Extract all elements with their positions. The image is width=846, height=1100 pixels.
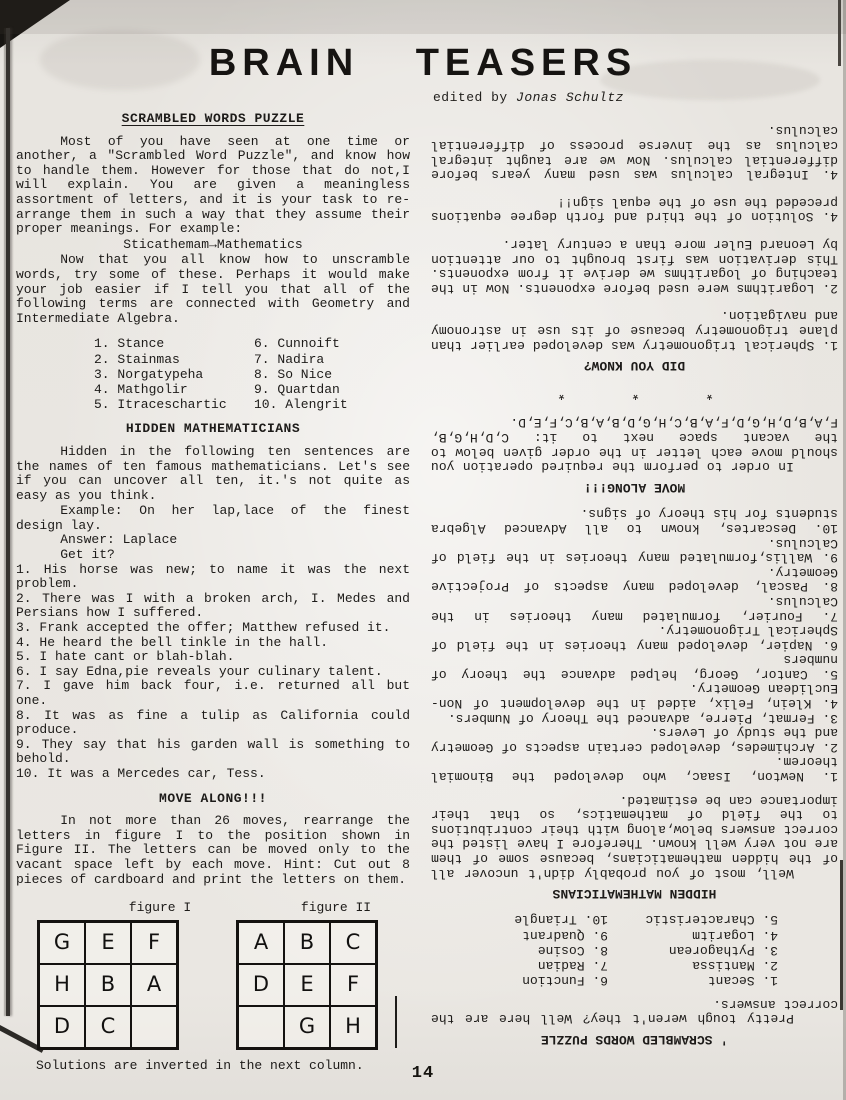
grid-cell [131,1006,177,1048]
scrambled-intro-paragraph: Most of you have seen at one time or another, a "Scrambled Word Puzzle", and know how to handle them. However for those that do not,I will explain. You are given a meaningless assortment of letters, and it is your task to re-arrange them in such a way that they assume their proper meanings. For example: [16,133,410,237]
list-item: 7. Nadira [254,351,325,367]
byline-prefix: edited by [433,90,517,105]
grid-cell: E [284,964,330,1006]
grid-cell: D [39,1006,85,1048]
mathematician-answer: 6. Napier, developed many theories in the field of Spherical Trigonometry. [431,623,838,653]
figure2-grid [236,920,378,1050]
grid-cell: A [131,964,177,1006]
hidden-sentence: 7. I gave him back four, i.e. returned all but one. [16,678,410,709]
grid-cell [238,1006,284,1048]
grid-cell: H [330,1006,376,1048]
did-you-know-heading: DID YOU KNOW? [583,358,686,374]
move-along-heading: MOVE ALONG!!! [159,790,267,806]
scrambled-terms-col1 [94,336,254,412]
figure-labels [16,901,410,916]
hidden-sentence: 6. I say Edna,pie reveals your culinary talent. [16,663,383,679]
editor-name: Jonas Schultz [516,90,624,105]
hidden-sentence: 3. Frank accepted the offer; Matthew refused it. [16,620,391,636]
grid-cell: B [85,964,131,1006]
mathematician-answer: 9. Wallis,formulated many theories in the field of Calculus. [431,535,838,566]
hidden-sentence: 2. There was I with a broken arch, I. Medes and Persians how I suffered. [16,590,410,621]
mathematician-answer: 4. Klein, Felix, aided in the development of Non-Euclidean Geometry. [431,681,838,712]
answers-scrambled-list [431,912,838,988]
hidden-sentence: 4. He heard the bell tinkle in the hall. [16,634,329,650]
list-item: 5. Characteristic [645,912,778,928]
answers-hidden-list [431,506,838,783]
list-item: 1. Stance [94,336,165,352]
answers-move-heading: MOVE ALONG!!! [583,479,686,495]
list-item: 9. Quartdan [254,381,340,397]
grid-cell: H [39,964,85,1006]
hidden-sentence: 5. I hate cant or blah-blah. [16,649,235,665]
figures-row [16,920,410,1050]
grid-cell: A [238,922,284,964]
figure1-label: figure I [128,900,192,916]
figure1-grid [37,920,179,1050]
solutions-note: Solutions are inverted in the next column. [36,1057,364,1073]
scramble-example: Sticathemam→Mathematics [123,236,303,252]
did-you-know-item: 4. Solution of the third and forth degree equations preceded the use of the equal sign!! [431,194,838,225]
grid-cell: C [330,922,376,964]
scrambled-terms-list [16,336,410,412]
list-item: 8. So Nice [254,366,333,382]
hidden-intro-paragraph: Hidden in the following ten sentences are the names of ten famous mathematicians. Let's see if you can uncover all ten, it.'s not quite as easy as you think. [16,443,410,503]
hidden-sentence: 9. They say that his garden wall is something to behold. [16,736,410,767]
left-column [16,112,410,1073]
scan-artifact-grid-line [395,996,397,1048]
answers-hidden-heading: HIDDEN MATHEMATICIANS [552,886,717,902]
hidden-mathematicians-heading: HIDDEN MATHEMATICIANS [125,421,301,437]
list-item: 3. Pythagorean [668,942,778,958]
list-item: 3. Norgatypeha [94,366,204,382]
hidden-sentence: 10. It was a Mercedes car, Tess. [16,765,266,781]
mathematician-answer: 3. Fermat, Pierre, advanced the Theory of Numbers. [447,710,838,726]
hidden-sentence: 1. His horse was new; to name it was the next problem. [16,561,410,592]
list-item: 2. Stainmas [94,351,180,367]
answers-scrambled-heading: ' SCRAMBLED WORDS PUZZLE [540,1032,729,1047]
list-item: 8. Cosine [537,942,608,958]
mathematician-answer: 5. Cantor, Georg, helped advance the theory of numbers [431,652,838,682]
mathematician-answer: 10. Descartes, known to all Advanced Algebra students for his theory of signs. [431,506,838,536]
grid-cell: B [284,922,330,964]
spacer [431,783,838,791]
scrambled-second-paragraph: Now that you all know how to unscramble words, try some of these. Perhaps it would make your job easier if I tell you that all of the following terms are connected with Geometry and Intermediate Algebra. [16,252,410,326]
list-item: 6. Function [522,973,608,989]
hidden-sentences [16,563,410,782]
did-you-know-item: 2. Logarithms were used before exponents. Now in the teaching of logarithms we derive it from exponents. This derivation was first brought to our attention by Leonard Euler more than a century later. [431,237,838,296]
answers-scrambled-intro: Pretty tough weren't they? Well here are the correct answers. [431,996,838,1027]
hidden-sentence: 8. It was as fine a tulip as California could produce. [16,707,410,738]
grid-cell: F [330,964,376,1006]
scrambled-words-heading: SCRAMBLED WORDS PUZZLE [121,111,305,126]
scan-artifact-top-smudge [0,0,846,34]
grid-cell: D [238,964,284,1006]
did-you-know-item: 1. Spherical trigonometry was developed earlier than plane trigonometry because of its use in astronomy and navigation. [431,308,838,353]
right-column-inverted [431,98,838,1058]
scrambled-terms-col2 [254,336,348,412]
grid-cell: C [85,1006,131,1048]
list-item: 10. Triangle [514,912,608,928]
list-item: 7. Radian [537,958,608,974]
grid-cell: G [39,922,85,964]
did-you-know-list [431,123,838,352]
mathematician-answer: 2. Archimedes, developed certain aspects of Geometry and the study of Levers. [431,725,838,755]
get-it-line: Get it? [60,547,115,563]
answers-col2 [514,912,608,988]
answer-line: Answer: Laplace [60,532,178,548]
mathematician-answer: 8. Pascal, developed many aspects of Projective Geometry. [431,564,838,595]
asterisk-separator: * * * [555,383,715,401]
hidden-example-answer [16,533,410,562]
list-item: 4. Logaritm [692,927,778,943]
list-item: 9. Quadrant [522,927,608,943]
list-item: 6. Cunnoift [254,336,340,352]
answers-move-paragraph: In order to perform the required operation you should move each letter in the order given below to the vacant space next to it: C,D,H,G,B, F,A,B,D,H,G,D,F,A,B,C,H,G,D,B,A,B,C,F,E,D. [431,415,838,475]
mathematician-answer: 1. Newton, Isaac, who developed the Binomial theorem. [431,754,838,785]
move-along-paragraph: In not more than 26 moves, rearrange the letters in figure I to the position shown in Figure II. The letters can be moved only to the vacant space left by each move. Hint: Cut out 8 pieces of cardboard and print the letters on them. [16,813,410,887]
grid-cell: E [85,922,131,964]
grid-cell: F [131,922,177,964]
list-item: 1. Secant [707,973,778,989]
scan-artifact-left-line [6,28,10,1016]
mathematician-answer: 7. Fourier, formulated many theories in the Calculus. [431,593,838,624]
hidden-example: Example: On her lap,lace of the finest design lay. [16,503,410,533]
grid-cell: G [284,1006,330,1048]
did-you-know-item: 4. Integral calculus was used many years before differential calculus. Now we are taught integral calculus as the inverse process of differential calculus. [431,123,838,183]
page-number: 14 [411,1064,435,1083]
figure2-label: figure II [300,900,372,916]
list-item: 10. Alengrit [254,397,348,413]
answers-hidden-intro: Well, most of you probably didn't uncover all of the hidden mathematicians, because some of them are not very well known. Therefore I have listed the correct answers below,along with their contributions to the field of mathematics, so that their importance can be estimated. [431,792,838,881]
list-item: 2. Mantissa [692,958,778,974]
list-item: 5. Itraceschartic [94,397,227,413]
list-item: 4. Mathgolir [94,381,188,397]
page-title: BRAIN TEASERS [208,42,638,84]
answers-col1 [608,912,778,988]
